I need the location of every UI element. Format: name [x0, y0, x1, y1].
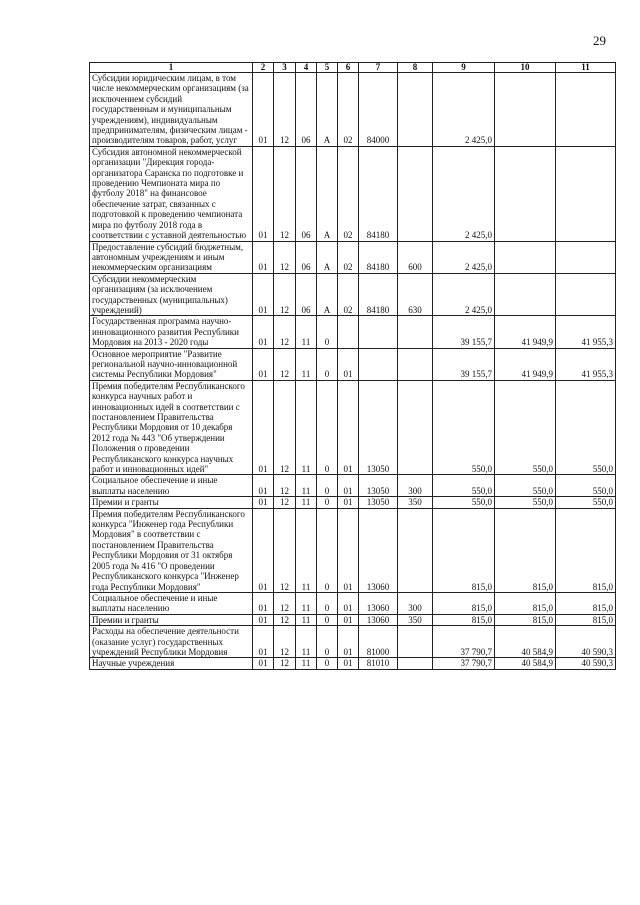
cell-col-3: 12: [274, 497, 296, 508]
cell-col-9: 39 155,7: [433, 348, 495, 380]
cell-col-6: 01: [338, 658, 359, 669]
cell-col-2: 01: [253, 146, 274, 241]
cell-col-9: 2 425,0: [433, 273, 495, 316]
cell-col-3: 12: [274, 614, 296, 625]
cell-col-7: 84000: [359, 73, 398, 147]
cell-col-2: 01: [253, 508, 274, 592]
budget-table: [89, 62, 616, 670]
table-row: [90, 316, 616, 348]
cell-col-7: 13050: [359, 380, 398, 475]
column-header: 2: [253, 63, 274, 73]
cell-col-3: 12: [274, 626, 296, 658]
cell-col-4: 11: [296, 348, 317, 380]
cell-col-11: [556, 73, 616, 147]
cell-col-7: 13060: [359, 592, 398, 614]
row-name: Премии и гранты: [90, 614, 253, 625]
table-row: [90, 146, 616, 241]
table-row: [90, 508, 616, 592]
row-name: Основное мероприятие "Развитие региональной научно-инновационной системы Республики Мордовия": [90, 348, 253, 380]
cell-col-3: 12: [274, 380, 296, 475]
cell-col-10: 41 949,9: [495, 316, 556, 348]
cell-col-3: 12: [274, 73, 296, 147]
cell-col-7: 13050: [359, 475, 398, 497]
cell-col-8: [398, 146, 433, 241]
cell-col-5: 0: [317, 497, 338, 508]
cell-col-10: 550,0: [495, 497, 556, 508]
cell-col-5: 0: [317, 658, 338, 669]
cell-col-2: 01: [253, 614, 274, 625]
table-row: [90, 497, 616, 508]
column-header: 8: [398, 63, 433, 73]
cell-col-5: А: [317, 241, 338, 273]
cell-col-6: 02: [338, 73, 359, 147]
cell-col-4: 11: [296, 316, 317, 348]
cell-col-9: 37 790,7: [433, 626, 495, 658]
cell-col-9: 2 425,0: [433, 241, 495, 273]
cell-col-10: [495, 241, 556, 273]
cell-col-6: 01: [338, 380, 359, 475]
cell-col-7: 84180: [359, 241, 398, 273]
table-row: [90, 626, 616, 658]
cell-col-8: [398, 626, 433, 658]
cell-col-2: 01: [253, 273, 274, 316]
column-header: 7: [359, 63, 398, 73]
cell-col-6: 01: [338, 508, 359, 592]
column-header: 10: [495, 63, 556, 73]
cell-col-5: 0: [317, 614, 338, 625]
column-header: 1: [90, 63, 253, 73]
cell-col-10: 815,0: [495, 508, 556, 592]
cell-col-8: [398, 380, 433, 475]
cell-col-3: 12: [274, 508, 296, 592]
cell-col-7: 84180: [359, 146, 398, 241]
cell-col-2: 01: [253, 241, 274, 273]
cell-col-10: [495, 73, 556, 147]
cell-col-9: 550,0: [433, 497, 495, 508]
table-row: [90, 592, 616, 614]
cell-col-7: 84180: [359, 273, 398, 316]
cell-col-5: А: [317, 73, 338, 147]
cell-col-8: 300: [398, 475, 433, 497]
cell-col-4: 11: [296, 497, 317, 508]
cell-col-11: 41 955,3: [556, 348, 616, 380]
cell-col-3: 12: [274, 592, 296, 614]
cell-col-2: 01: [253, 475, 274, 497]
cell-col-11: 550,0: [556, 380, 616, 475]
cell-col-11: 815,0: [556, 592, 616, 614]
table-row: [90, 614, 616, 625]
cell-col-7: [359, 316, 398, 348]
cell-col-8: 600: [398, 241, 433, 273]
cell-col-6: 01: [338, 614, 359, 625]
cell-col-9: 37 790,7: [433, 658, 495, 669]
cell-col-4: 11: [296, 508, 317, 592]
cell-col-6: 02: [338, 146, 359, 241]
cell-col-4: 11: [296, 614, 317, 625]
page-number: 29: [593, 33, 606, 48]
cell-col-5: 0: [317, 626, 338, 658]
table-body: [90, 73, 616, 670]
cell-col-4: 06: [296, 273, 317, 316]
row-name: Премии и гранты: [90, 497, 253, 508]
row-name: Социальное обеспечение и иные выплаты населению: [90, 592, 253, 614]
cell-col-11: 41 955,3: [556, 316, 616, 348]
cell-col-8: 300: [398, 592, 433, 614]
cell-col-7: 81010: [359, 658, 398, 669]
table-row: [90, 475, 616, 497]
cell-col-3: 12: [274, 658, 296, 669]
cell-col-8: 630: [398, 273, 433, 316]
cell-col-3: 12: [274, 348, 296, 380]
row-name: Премия победителям Республиканского конкурса "Инженер года Республики Мордовия" в соответствии с постановлением Правительства Республики Мордовия от 31 октября 2005 года № 416 "О проведении Республиканского конкурса "Инженер года Республики Мордовия": [90, 508, 253, 592]
column-header: 6: [338, 63, 359, 73]
cell-col-2: 01: [253, 73, 274, 147]
cell-col-2: 01: [253, 658, 274, 669]
cell-col-7: 13060: [359, 614, 398, 625]
cell-col-6: 01: [338, 497, 359, 508]
cell-col-11: 815,0: [556, 508, 616, 592]
row-name: Государственная программа научно-инновационного развития Республики Мордовия на 2013 - 2020 годы: [90, 316, 253, 348]
cell-col-4: 06: [296, 73, 317, 147]
cell-col-11: [556, 273, 616, 316]
cell-col-9: 815,0: [433, 592, 495, 614]
cell-col-10: 815,0: [495, 614, 556, 625]
cell-col-4: 06: [296, 146, 317, 241]
column-header: 9: [433, 63, 495, 73]
column-header: 11: [556, 63, 616, 73]
cell-col-6: 01: [338, 592, 359, 614]
cell-col-4: 11: [296, 380, 317, 475]
column-header: 5: [317, 63, 338, 73]
cell-col-5: 0: [317, 316, 338, 348]
table-row: [90, 658, 616, 669]
header-row: [90, 63, 616, 73]
cell-col-7: 13050: [359, 497, 398, 508]
cell-col-11: 550,0: [556, 497, 616, 508]
column-header: 4: [296, 63, 317, 73]
row-name: Расходы на обеспечение деятельности (оказание услуг) государственных учреждений Республики Мордовия: [90, 626, 253, 658]
cell-col-6: [338, 316, 359, 348]
cell-col-4: 11: [296, 592, 317, 614]
cell-col-5: А: [317, 273, 338, 316]
cell-col-2: 01: [253, 497, 274, 508]
cell-col-2: 01: [253, 380, 274, 475]
cell-col-9: 815,0: [433, 508, 495, 592]
row-name: Социальное обеспечение и иные выплаты населению: [90, 475, 253, 497]
cell-col-8: [398, 73, 433, 147]
cell-col-6: 01: [338, 626, 359, 658]
cell-col-10: [495, 146, 556, 241]
cell-col-5: 0: [317, 380, 338, 475]
cell-col-8: [398, 508, 433, 592]
cell-col-11: 40 590,3: [556, 658, 616, 669]
cell-col-9: 815,0: [433, 614, 495, 625]
cell-col-5: А: [317, 146, 338, 241]
row-name: Субсидия автономной некоммерческой организации "Дирекция города-организатора Саранска по подготовке и проведению Чемпионата мира по футболу 2018" на финансовое обеспечение затрат, связанных с подготовкой к проведению чемпионата мира по футболу 2018 года в соответствии с уставной деятельностью: [90, 146, 253, 241]
cell-col-5: 0: [317, 508, 338, 592]
cell-col-6: 02: [338, 273, 359, 316]
cell-col-10: 815,0: [495, 592, 556, 614]
cell-col-9: 2 425,0: [433, 146, 495, 241]
row-name: Субсидии некоммерческим организациям (за исключением государственных (муниципальных) учреждений): [90, 273, 253, 316]
cell-col-9: 550,0: [433, 475, 495, 497]
cell-col-4: 11: [296, 626, 317, 658]
cell-col-7: 81000: [359, 626, 398, 658]
cell-col-8: 350: [398, 497, 433, 508]
cell-col-7: 13060: [359, 508, 398, 592]
row-name: Предоставление субсидий бюджетным, автономным учреждениям и иным некоммерческим организациям: [90, 241, 253, 273]
cell-col-6: 01: [338, 348, 359, 380]
cell-col-11: 550,0: [556, 475, 616, 497]
cell-col-3: 12: [274, 241, 296, 273]
cell-col-11: [556, 241, 616, 273]
table-row: [90, 273, 616, 316]
row-name: Премия победителям Республиканского конкурса научных работ и инновационных идей в соответствии с постановлением Правительства Республики Мордовия от 10 декабря 2012 года № 443 "Об утверждении Положения о проведении Республиканского конкурса научных работ и инновационных идей": [90, 380, 253, 475]
cell-col-5: 0: [317, 475, 338, 497]
table-row: [90, 73, 616, 147]
table-row: [90, 380, 616, 475]
cell-col-11: [556, 146, 616, 241]
cell-col-10: 41 949,9: [495, 348, 556, 380]
row-name: Субсидии юридическим лицам, в том числе некоммерческим организациям (за исключением субсидий государственным и муниципальным учреждениям), индивидуальным предпринимателям, физическим лицам - производителям товаров, работ, услуг: [90, 73, 253, 147]
cell-col-2: 01: [253, 316, 274, 348]
cell-col-3: 12: [274, 475, 296, 497]
cell-col-5: 0: [317, 592, 338, 614]
cell-col-3: 12: [274, 146, 296, 241]
cell-col-11: 815,0: [556, 614, 616, 625]
cell-col-8: [398, 348, 433, 380]
table-row: [90, 241, 616, 273]
cell-col-2: 01: [253, 626, 274, 658]
cell-col-7: [359, 348, 398, 380]
cell-col-10: [495, 273, 556, 316]
cell-col-9: 550,0: [433, 380, 495, 475]
cell-col-10: 40 584,9: [495, 626, 556, 658]
cell-col-9: 39 155,7: [433, 316, 495, 348]
cell-col-5: 0: [317, 348, 338, 380]
cell-col-4: 06: [296, 241, 317, 273]
cell-col-8: 350: [398, 614, 433, 625]
cell-col-4: 11: [296, 475, 317, 497]
cell-col-2: 01: [253, 348, 274, 380]
cell-col-4: 11: [296, 658, 317, 669]
cell-col-9: 2 425,0: [433, 73, 495, 147]
cell-col-3: 12: [274, 316, 296, 348]
cell-col-8: [398, 658, 433, 669]
cell-col-6: 01: [338, 475, 359, 497]
cell-col-11: 40 590,3: [556, 626, 616, 658]
cell-col-10: 550,0: [495, 380, 556, 475]
cell-col-10: 550,0: [495, 475, 556, 497]
cell-col-3: 12: [274, 273, 296, 316]
table-row: [90, 348, 616, 380]
cell-col-8: [398, 316, 433, 348]
row-name: Научные учреждения: [90, 658, 253, 669]
column-header: 3: [274, 63, 296, 73]
cell-col-10: 40 584,9: [495, 658, 556, 669]
cell-col-2: 01: [253, 592, 274, 614]
cell-col-6: 02: [338, 241, 359, 273]
